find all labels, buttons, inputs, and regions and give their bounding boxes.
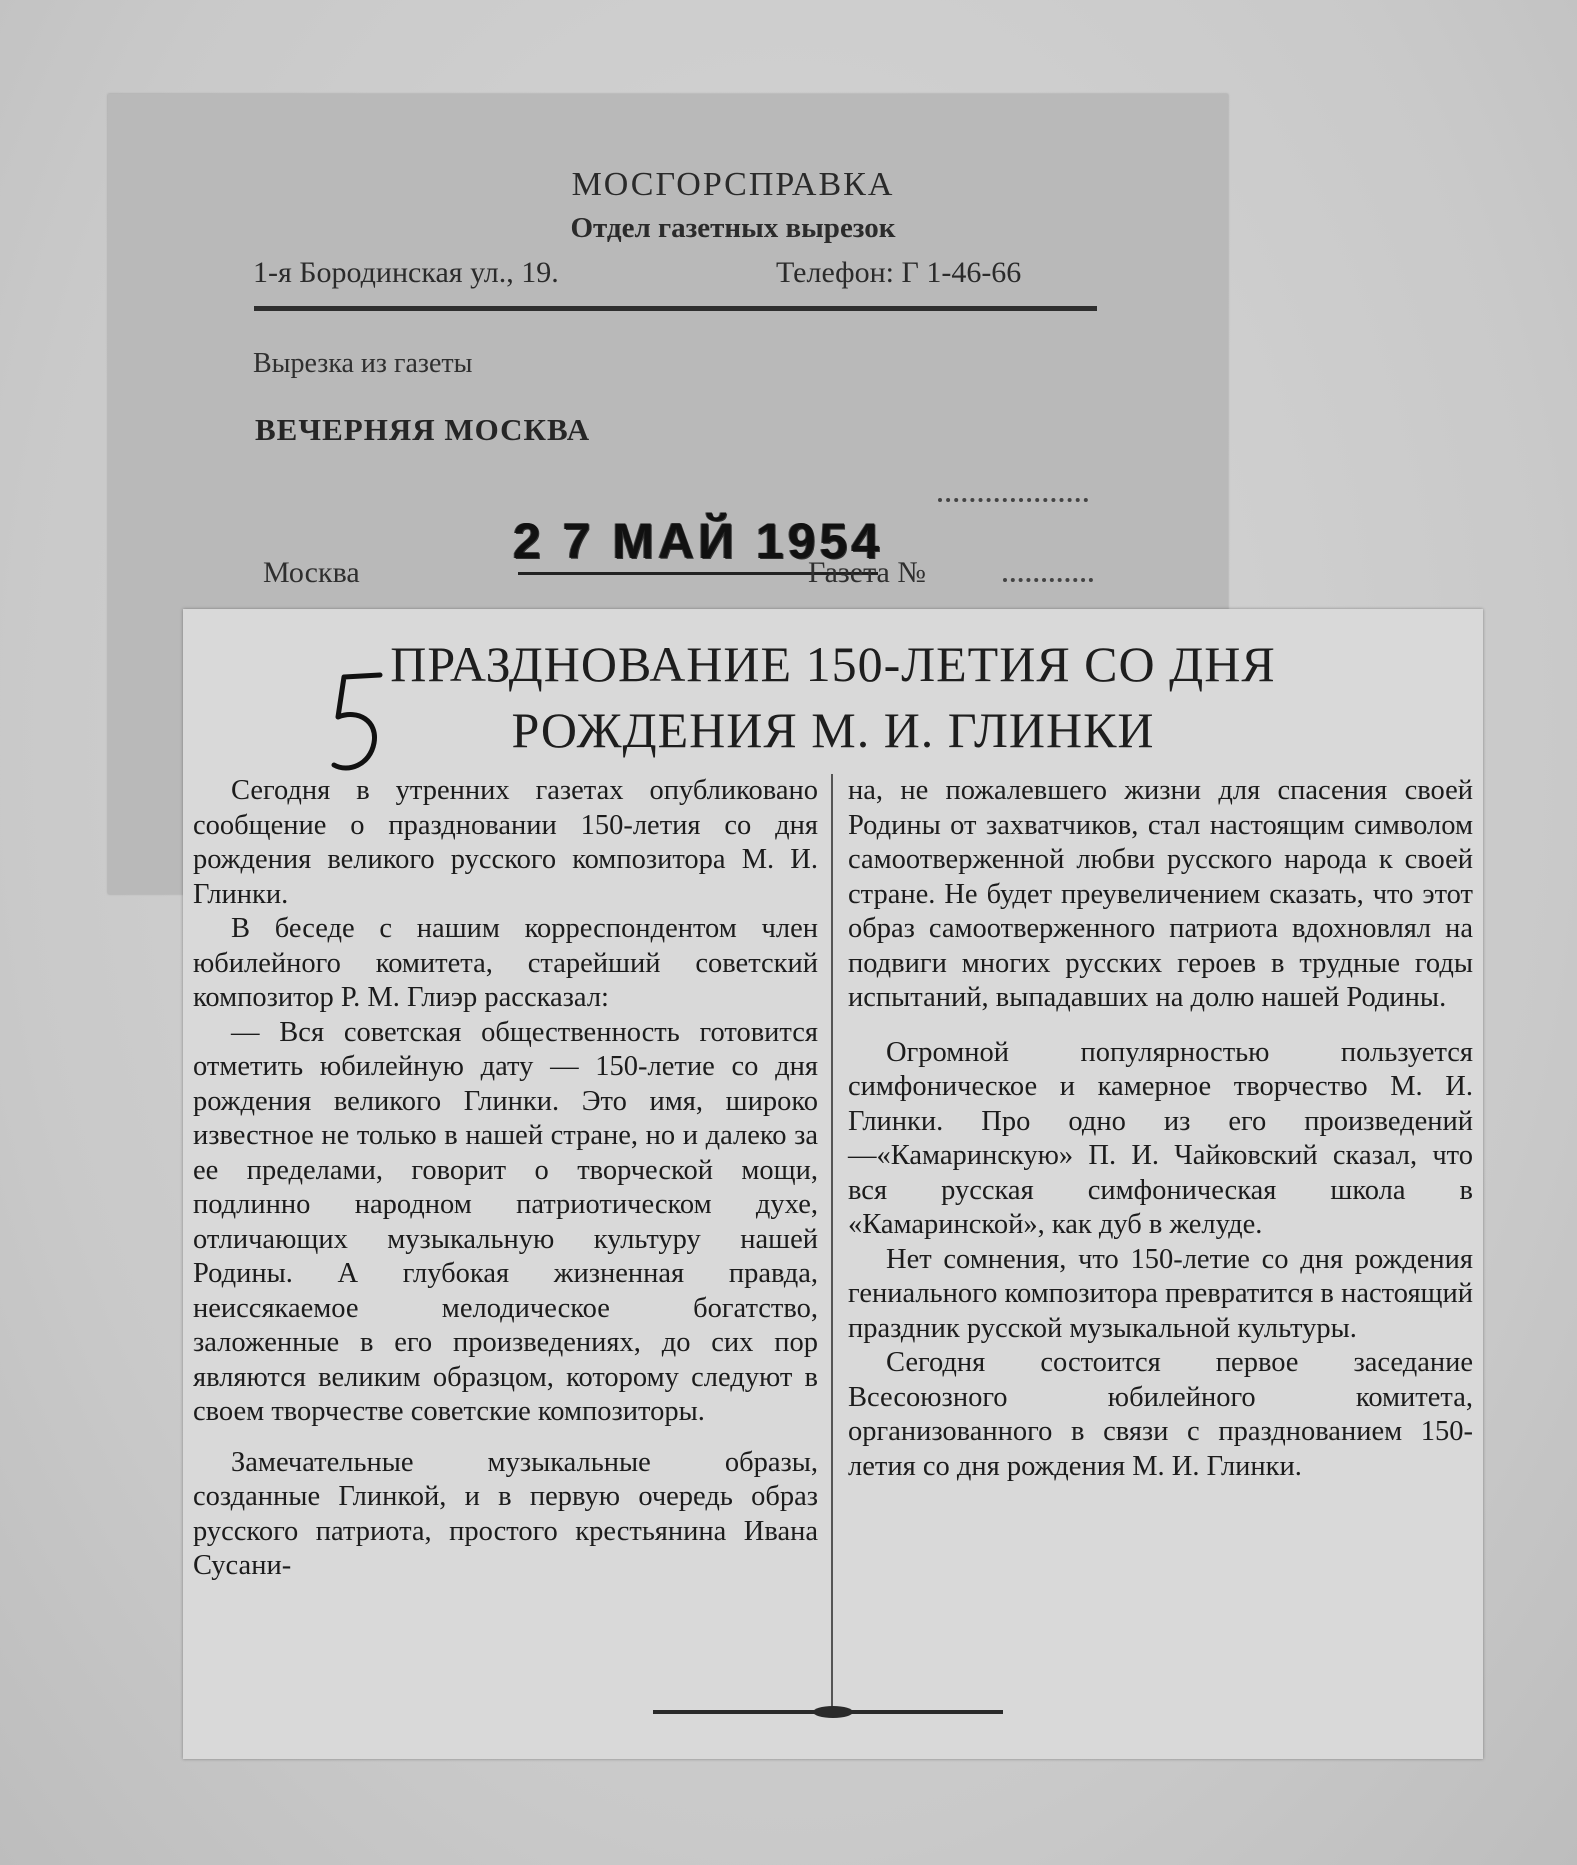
header-rule — [254, 306, 1097, 311]
agency-name: МОСГОРСПРАВКА — [571, 166, 895, 203]
paragraph: В беседе с нашим корреспондентом член юбилейного комитета, старейший советский композитор Р. М. Глиэр рассказал: — [193, 913, 818, 1013]
paragraph: на, не пожалевшего жизни для спасения своей Родины от захватчиков, стал настоящим символом самоотверженной любви русского народа к своей стране. Не будет преувеличением сказать, что этот образ самоотверженного патриота вдохновлял на подвиги многих русских героев в трудные годы испытаний, выпадавших на долю нашей Родины. — [848, 775, 1473, 1013]
headline-line-2: РОЖДЕНИЯ М. И. ГЛИНКИ — [511, 702, 1155, 758]
paragraph: Сегодня в утренних газетах опубликовано сообщение о праздновании 150-летия со дня рождения великого русского композитора М. И. Глинки. — [193, 775, 818, 910]
column-divider — [831, 774, 833, 1709]
paragraph: Огромной популярностью пользуется симфоническое и камерное творчество М. И. Глинки. Про одно из его произведений—«Камаринскую» П. И. Чайковский сказал, что вся русская симфоническая школа в «Камаринской», как дуб в желуде. — [848, 1036, 1473, 1240]
article-right-column — [848, 774, 1473, 1484]
gazeta-number-label: Газета № — [808, 556, 926, 589]
paragraph: Нет сомнения, что 150-летие со дня рождения гениального композитора превратится в настоящий праздник русской музыкальной культуры. — [848, 1243, 1473, 1344]
paragraph: Сегодня состоится первое заседание Всесоюзного юбилейного комитета, организованного в связи с празднованием 150-летия со дня рождения М. И. Глинки. — [848, 1347, 1473, 1482]
newspaper-clipping — [183, 609, 1483, 1759]
paragraph: Замечательные музыкальные образы, созданные Глинкой, и в первую очередь образ русского патриота, простого крестьянина Ивана Сусани- — [193, 1446, 818, 1581]
gazeta-number-dots — [1003, 578, 1093, 582]
date-field-dots — [938, 498, 1088, 502]
paragraph: — Вся советская общественность готовится отметить юбилейную дату — 150-летие со дня рождения великого Глинки. Это имя, широко известное не только в нашей стране, но и далеко за ее пределами, говорит о творческой мощи, подлинно народном патриотическом духе, отличающих музыкальную культуру нашей Родины. А глубокая жизненная правда, неиссякаемое мелодическое богатство, заложенные в его произведениях, до сих пор являются великим образцом, которому следуют в своем творчестве советские композиторы. — [193, 1016, 818, 1427]
agency-department: Отдел газетных вырезок — [570, 212, 896, 244]
article-left-column — [193, 774, 818, 1584]
article-end-rule — [653, 1710, 1003, 1714]
clipping-label: Вырезка из газеты — [253, 348, 473, 379]
headline-line-1: ПРАЗДНОВАНИЕ 150-ЛЕТИЯ СО ДНЯ — [390, 636, 1276, 692]
date-stamp: 2 7 МАЙ 1954 — [513, 513, 884, 569]
agency-address: 1-я Бородинская ул., 19. — [253, 256, 559, 289]
city-label: Москва — [263, 556, 360, 589]
agency-phone: Телефон: Г 1-46-66 — [776, 256, 1022, 289]
handwritten-number-mark — [328, 669, 388, 779]
newspaper-name: ВЕЧЕРНЯЯ МОСКВА — [255, 412, 591, 447]
